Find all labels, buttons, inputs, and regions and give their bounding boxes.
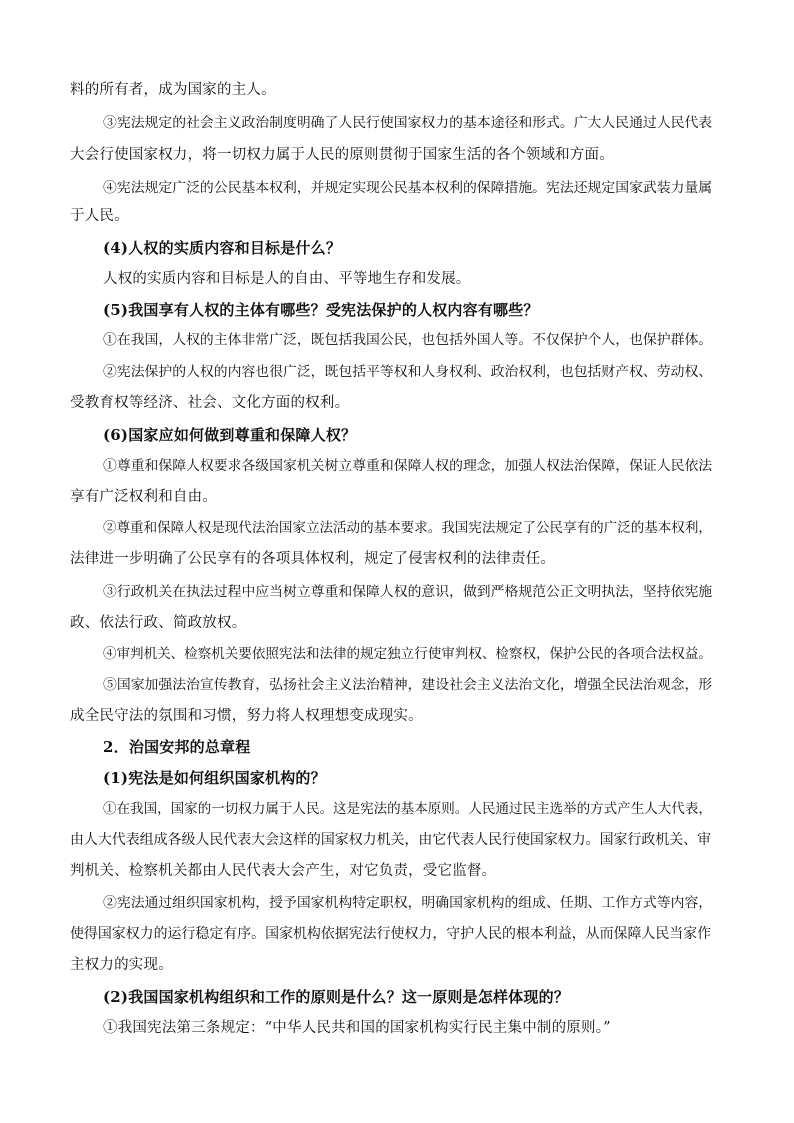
- paragraph-line: 使得国家权力的运行稳定有序。国家机构依据宪法行使权力，守护人民的根本利益，从而保障人民当家作: [70, 926, 712, 942]
- paragraph-line: 由人大代表组成各级人民代表大会这样的国家权力机关，由它代表人民行使国家权力。国家行政机关、审: [70, 832, 712, 848]
- paragraph-line: 料的所有者，成为国家的主人。: [70, 82, 276, 98]
- paragraph-line: ②尊重和保障人权是现代法治国家立法活动的基本要求。我国宪法规定了公民享有的广泛的基本权利，: [103, 520, 712, 536]
- section-heading: (1)宪法是如何组织国家机构的？: [103, 769, 326, 787]
- paragraph-line: 大会行使国家权力，将一切权力属于人民的原则贯彻于国家生活的各个领域和方面。: [70, 147, 614, 163]
- chapter-heading: 2．治国安邦的总章程: [103, 738, 251, 756]
- paragraph-line: ⑤国家加强法治宣传教育，弘扬社会主义法治精神，建设社会主义法治文化，增强全民法治观念，形: [103, 677, 713, 693]
- paragraph-line: ①在我国，人权的主体非常广泛，既包括我国公民，也包括外国人等。不仅保护个人，也保护群体。: [103, 332, 713, 348]
- paragraph-line: 法律进一步明确了公民享有的各项具体权利，规定了侵害权利的法律责任。: [70, 551, 556, 567]
- paragraph-line: ④宪法规定广泛的公民基本权利，并规定实现公民基本权利的保障措施。宪法还规定国家武装力量属: [103, 180, 713, 196]
- paragraph-line: 判机关、检察机关都由人民代表大会产生，对它负责，受它监督。: [70, 863, 497, 879]
- paragraph-line: ①在我国，国家的一切权力属于人民。这是宪法的基本原则。人民通过民主选举的方式产生人大代表，: [103, 801, 712, 817]
- paragraph-line: 人权的实质内容和目标是人的自由、平等地生存和发展。: [103, 271, 471, 287]
- paragraph-line: ②宪法保护的人权的内容也很广泛，既包括平等权和人身权利、政治权利，也包括财产权、劳动权、: [103, 364, 713, 380]
- paragraph-line: 享有广泛权利和自由。: [70, 489, 217, 505]
- section-heading: (4)人权的实质内容和目标是什么？: [103, 239, 342, 257]
- paragraph-line: 主权力的实现。: [70, 957, 173, 973]
- paragraph-line: ④审判机关、检察机关要依照宪法和法律的规定独立行使审判权、检察权，保护公民的各项合法权益。: [103, 646, 712, 662]
- paragraph-line: 于人民。: [70, 208, 129, 224]
- paragraph-line: 受教育权等经济、社会、文化方面的权利。: [70, 395, 350, 411]
- paragraph-line: ①尊重和保障人权要求各级国家机关树立尊重和保障人权的理念，加强人权法治保障，保证人民依法: [103, 458, 713, 474]
- section-heading: (6)国家应如何做到尊重和保障人权？: [103, 426, 357, 444]
- paragraph-line: 成全民守法的氛围和习惯，努力将人权理想变成现实。: [70, 708, 423, 724]
- paragraph-line: 政、依法行政、简政放权。: [70, 615, 247, 631]
- section-heading: (2)我国国家机构组织和工作的原则是什么？这一原则是怎样体现的？: [103, 988, 570, 1006]
- paragraph-line: ②宪法通过组织国家机构，授予国家机构特定职权，明确国家机构的组成、任期、工作方式等内容，: [103, 895, 713, 911]
- section-heading: (5)我国享有人权的主体有哪些？受宪法保护的人权内容有哪些？: [103, 301, 539, 319]
- paragraph-line: ①我国宪法第三条规定：“中华人民共和国的国家机构实行民主集中制的原则。”: [103, 1020, 611, 1036]
- paragraph-line: ③行政机关在执法过程中应当树立尊重和保障人权的意识，做到严格规范公正文明执法，坚持依宪施: [103, 584, 713, 600]
- paragraph-line: ③宪法规定的社会主义政治制度明确了人民行使国家权力的基本途径和形式。广大人民通过人民代表: [103, 115, 713, 131]
